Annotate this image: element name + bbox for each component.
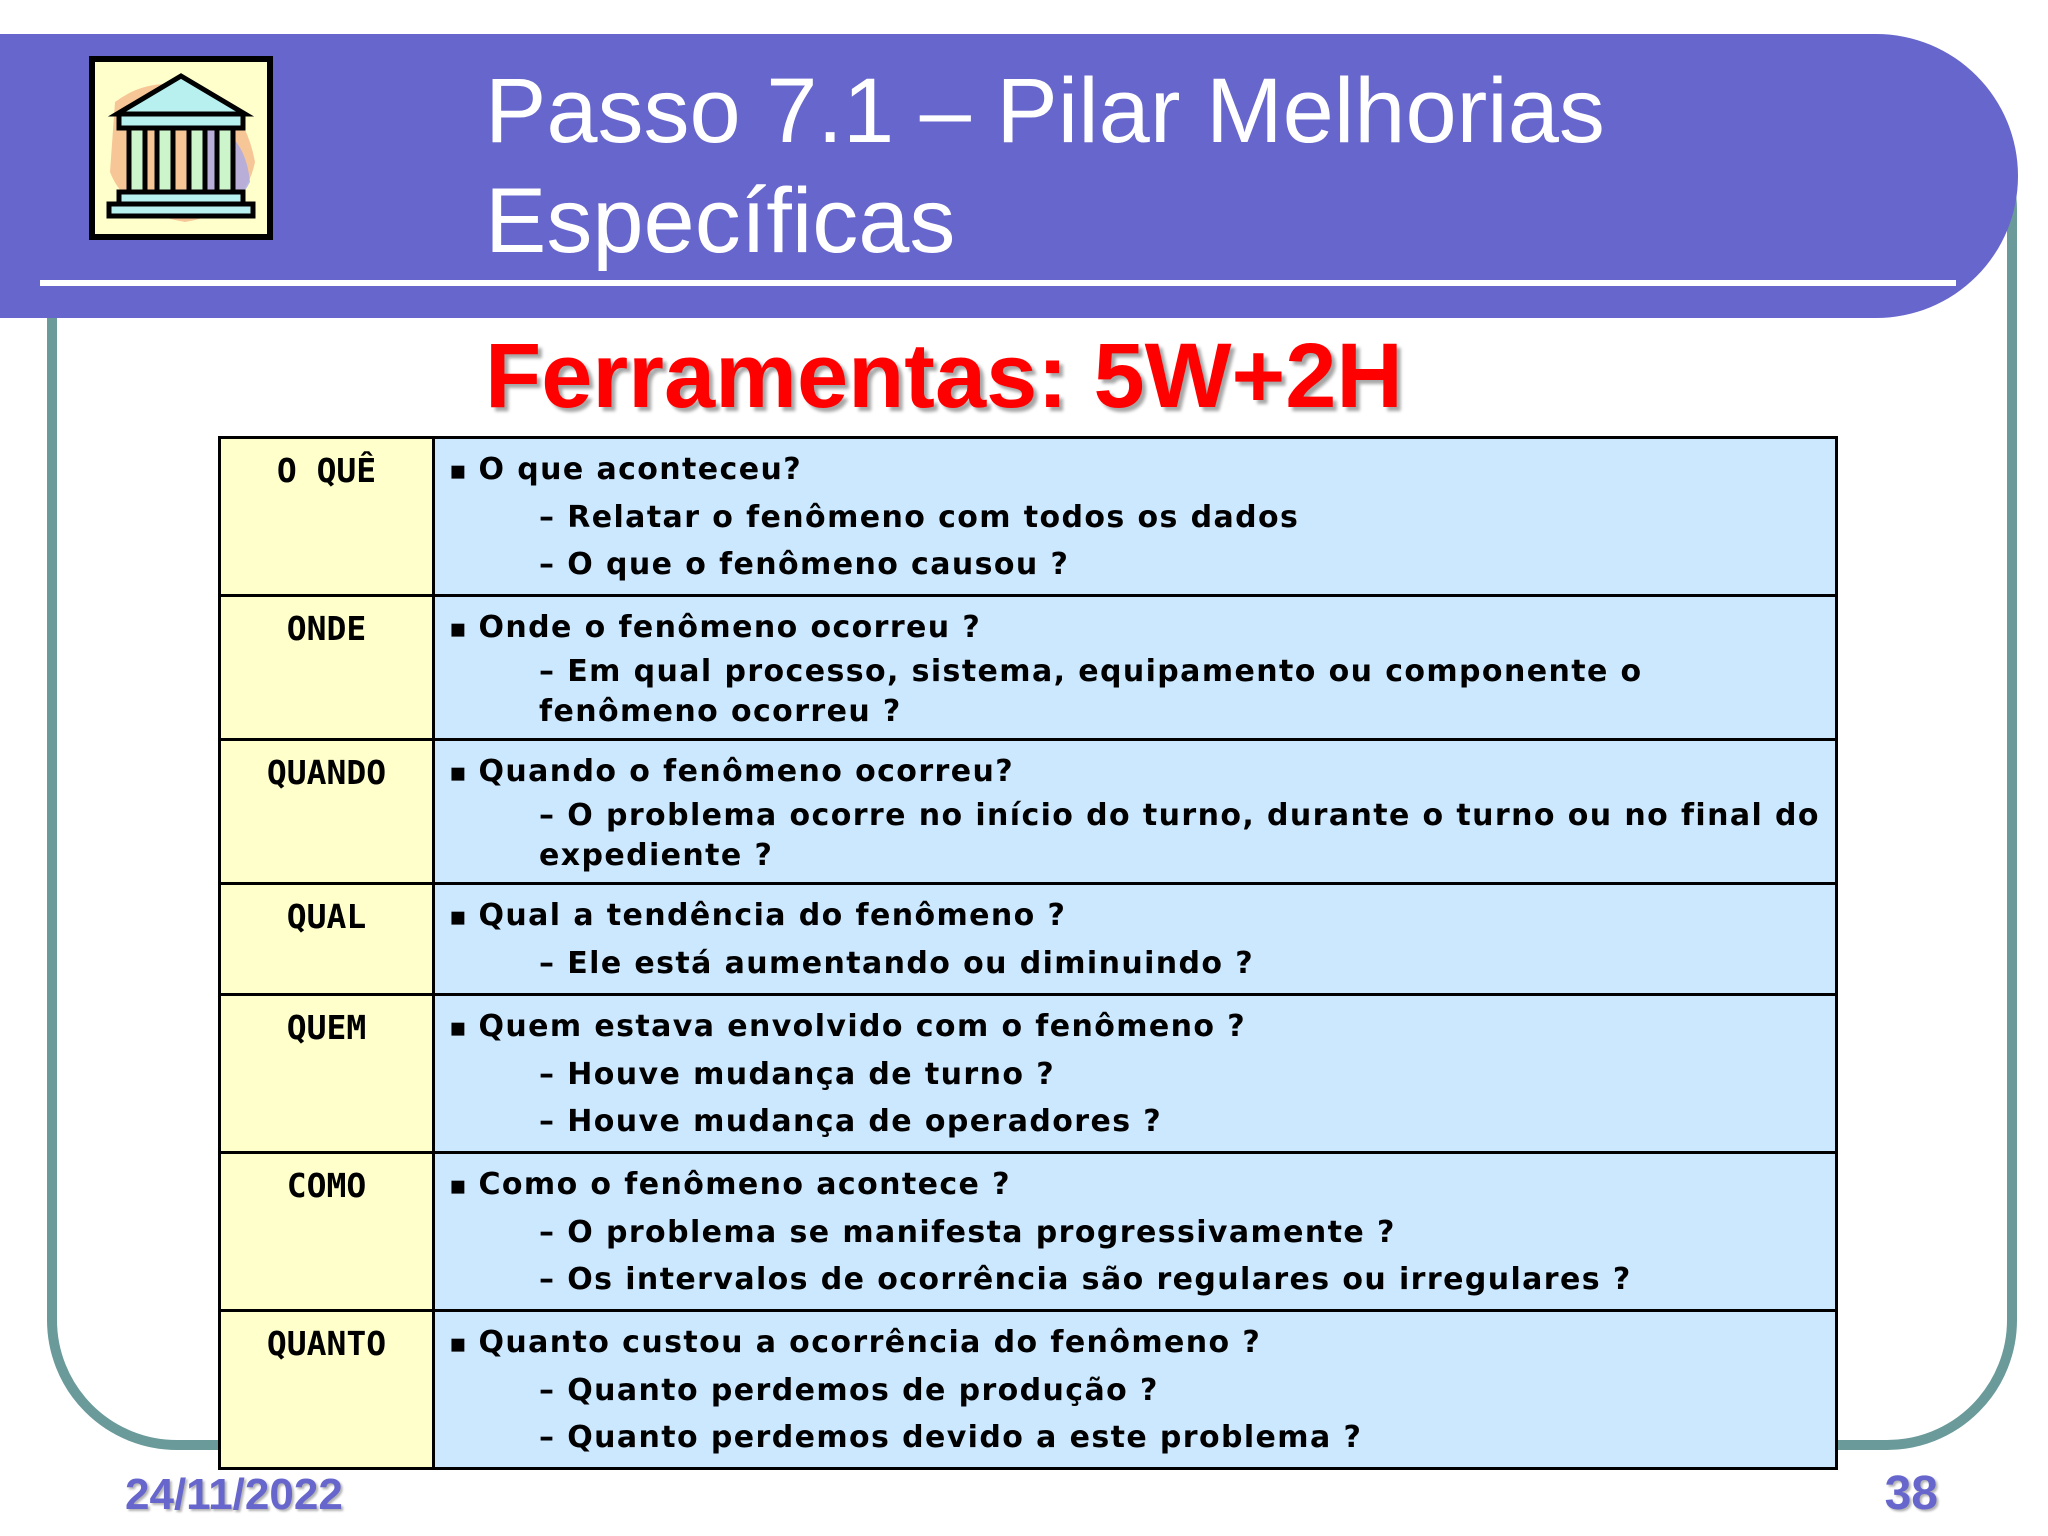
header-divider [40,280,1956,286]
table-row [220,740,1837,884]
row-label: QUEM [220,995,434,1153]
row-sub-item: – Em qual processo, sistema, equipamento ou componente o fenômeno ocorreu ? [539,654,1643,729]
row-question: ▪ Qual a tendência do fenômeno ? [449,893,1821,940]
row-question: ▪ O que aconteceu? [449,447,1821,494]
row-sub-item: – O que o fenômeno causou ? [539,547,1070,582]
row-question: ▪ Quando o fenômeno ocorreu? [449,749,1821,796]
table-row [220,438,1837,596]
row-question: ▪ Quanto custou a ocorrência do fenômeno ? [449,1320,1821,1367]
row-sub-item: – Ele está aumentando ou diminuindo ? [539,946,1255,981]
row-sub-item: – Houve mudança de turno ? [539,1057,1056,1092]
row-sub-item: – Quanto perdemos de produção ? [539,1373,1159,1408]
table-row [220,884,1837,995]
row-content [434,1311,1837,1469]
table-row [220,995,1837,1153]
table-row [220,1153,1837,1311]
page-title [485,56,1935,276]
row-content [434,1153,1837,1311]
row-sub-item: – O problema se manifesta progressivamente ? [539,1215,1396,1250]
row-label: ONDE [220,596,434,740]
row-label: QUAL [220,884,434,995]
row-sub-item: – Quanto perdemos devido a este problema ? [539,1420,1363,1455]
page-number: 38 [1884,1467,1938,1520]
row-sub-item: – Os intervalos de ocorrência são regulares ou irregulares ? [539,1262,1632,1297]
row-question: ▪ Como o fenômeno acontece ? [449,1162,1821,1209]
row-content [434,884,1837,995]
row-content [434,740,1837,884]
title-line-2: Específicas [485,170,956,272]
slide-subtitle: Ferramentas: 5W+2H [485,325,1403,427]
row-sub-item: – O problema ocorre no início do turno, durante o turno ou no final do expediente ? [539,798,1820,873]
row-label: COMO [220,1153,434,1311]
row-question: ▪ Onde o fenômeno ocorreu ? [449,605,1821,652]
row-label: QUANDO [220,740,434,884]
table-row [220,596,1837,740]
row-label: QUANTO [220,1311,434,1469]
row-content [434,995,1837,1153]
row-content [434,596,1837,740]
table-row [220,1311,1837,1469]
row-label: O QUÊ [220,438,434,596]
row-sub-item: – Relatar o fenômeno com todos os dados [539,500,1300,535]
row-content [434,438,1837,596]
row-question: ▪ Quem estava envolvido com o fenômeno ? [449,1004,1821,1051]
slide-date: 24/11/2022 [125,1470,343,1519]
building-columns-icon [89,56,273,240]
row-sub-item: – Houve mudança de operadores ? [539,1104,1163,1139]
title-line-1: Passo 7.1 – Pilar Melhorias [485,60,1605,162]
5w2h-table [218,436,1838,1470]
